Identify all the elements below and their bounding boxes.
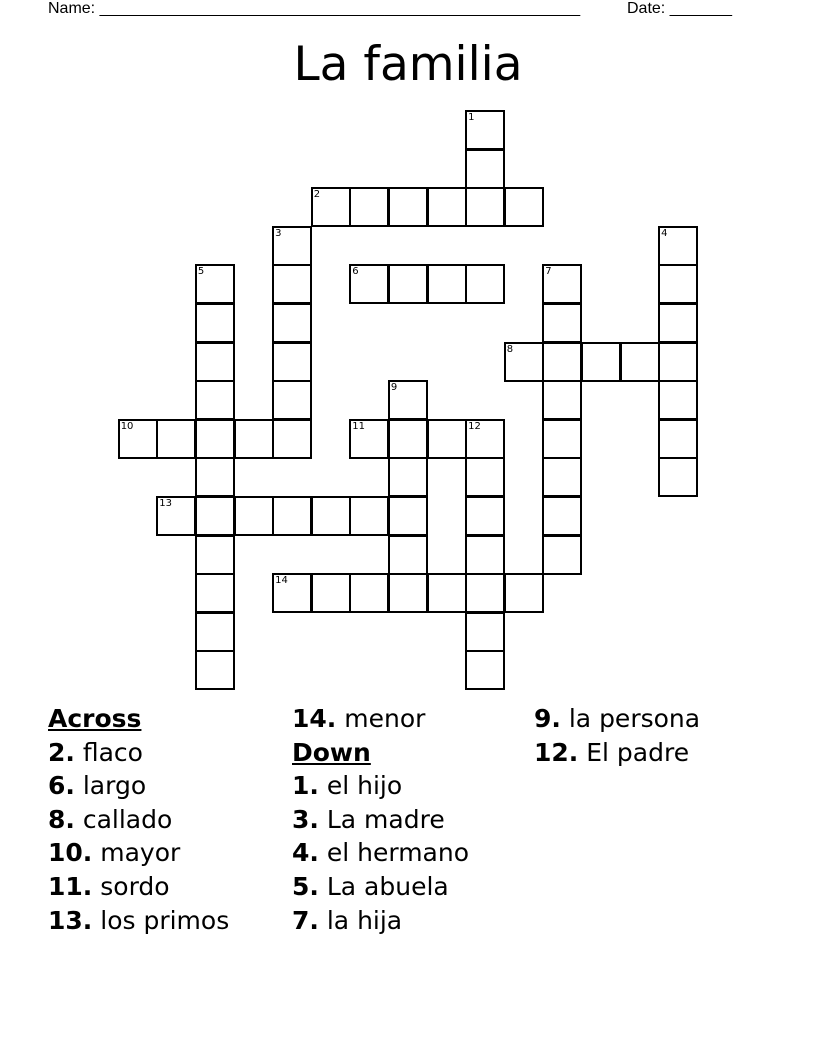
crossword-cell[interactable] <box>504 342 544 382</box>
clue-item-text: El padre <box>578 737 690 767</box>
crossword-cell[interactable] <box>388 496 428 536</box>
crossword-cell[interactable] <box>388 264 428 304</box>
crossword-cell[interactable] <box>156 496 196 536</box>
clue-item-number: 7. <box>292 905 319 935</box>
crossword-cell[interactable] <box>504 187 544 227</box>
clue-item-text: mayor <box>92 838 181 868</box>
crossword-cell[interactable] <box>542 457 582 497</box>
clue-item-text: el hijo <box>318 771 403 801</box>
crossword-cell[interactable] <box>349 496 389 536</box>
clue-item <box>48 736 229 770</box>
clue-item <box>48 769 229 803</box>
crossword-cell[interactable] <box>195 380 235 420</box>
clue-item-text: los primos <box>92 905 230 935</box>
crossword-cell[interactable] <box>581 342 621 382</box>
crossword-cell[interactable] <box>542 342 582 382</box>
crossword-cell[interactable] <box>658 457 698 497</box>
crossword-cell[interactable] <box>234 419 274 459</box>
clue-item-text: la hija <box>318 905 403 935</box>
crossword-cell[interactable] <box>195 342 235 382</box>
crossword-cell[interactable] <box>388 380 428 420</box>
clue-number: 5 <box>197 266 205 278</box>
clue-item-text: sordo <box>92 871 170 901</box>
clue-item <box>534 702 700 736</box>
clue-item-text: La abuela <box>318 871 449 901</box>
clue-item-text: la persona <box>560 704 701 733</box>
clue-number: 7 <box>545 266 552 278</box>
crossword-cell[interactable] <box>542 535 582 575</box>
clue-item-text: flaco <box>74 737 143 767</box>
clue-item-number: 14. <box>292 704 337 733</box>
crossword-cell[interactable] <box>272 264 312 304</box>
clue-item-text: largo <box>74 771 147 801</box>
clue-item-number: 5. <box>292 871 319 901</box>
down-heading: Down <box>292 737 371 767</box>
crossword-cell[interactable] <box>195 573 235 613</box>
clue-item <box>534 736 700 770</box>
clue-item-text: La madre <box>318 804 445 834</box>
clue-item-text: callado <box>74 804 173 834</box>
crossword-cell[interactable] <box>388 535 428 575</box>
clue-item-number: 9. <box>534 704 561 733</box>
clue-number: 12 <box>468 420 481 432</box>
clue-number: 11 <box>352 420 366 432</box>
crossword-cell[interactable] <box>349 419 389 459</box>
crossword-cell[interactable] <box>465 187 505 227</box>
name-field[interactable]: Name: ______________________________________________________ <box>48 0 581 17</box>
crossword-cell[interactable] <box>658 419 698 459</box>
crossword-cell[interactable] <box>658 342 698 382</box>
crossword-cell[interactable] <box>658 380 698 420</box>
page-title: La familia <box>293 37 523 92</box>
crossword-cell[interactable] <box>465 457 505 497</box>
clue-column-2 <box>292 702 469 937</box>
clue-item <box>48 904 229 938</box>
crossword-cell[interactable] <box>658 264 698 304</box>
crossword-cell[interactable] <box>195 457 235 497</box>
across-heading: Across <box>48 704 142 733</box>
crossword-cell[interactable] <box>427 573 467 613</box>
clue-number: 3 <box>275 227 282 239</box>
crossword-cell[interactable] <box>658 226 698 266</box>
crossword-cell[interactable] <box>311 573 351 613</box>
crossword-cell[interactable] <box>195 535 235 575</box>
crossword-cell[interactable] <box>465 496 505 536</box>
crossword-cell[interactable] <box>388 187 428 227</box>
crossword-cell[interactable] <box>542 303 582 343</box>
crossword-cell[interactable] <box>427 264 467 304</box>
clue-column-3 <box>534 702 700 769</box>
clue-item <box>292 904 469 938</box>
clue-item-number: 1. <box>292 771 319 801</box>
crossword-cell[interactable] <box>272 226 312 266</box>
clue-column-1 <box>48 702 229 937</box>
clue-item-number: 3. <box>292 804 319 834</box>
clue-item-number: 10. <box>48 838 93 868</box>
crossword-cell[interactable] <box>272 419 312 459</box>
crossword-cell[interactable] <box>658 303 698 343</box>
crossword-cell[interactable] <box>349 264 389 304</box>
crossword-cell[interactable] <box>118 419 158 459</box>
clue-item-number: 2. <box>48 737 75 767</box>
crossword-cell[interactable] <box>465 535 505 575</box>
clue-item <box>292 836 469 870</box>
crossword-cell[interactable] <box>465 264 505 304</box>
crossword-cell[interactable] <box>195 496 235 536</box>
clue-item <box>292 769 469 803</box>
clue-item <box>48 836 229 870</box>
crossword-cell[interactable] <box>620 342 660 382</box>
crossword-cell[interactable] <box>195 419 235 459</box>
clue-number: 14 <box>275 575 288 587</box>
crossword-cell[interactable] <box>388 419 428 459</box>
crossword-cell[interactable] <box>465 650 505 690</box>
crossword-cell[interactable] <box>542 380 582 420</box>
clue-number: 9 <box>390 382 398 394</box>
crossword-cell[interactable] <box>195 612 235 652</box>
clue-item-text: el hermano <box>318 838 470 868</box>
clue-item <box>292 803 469 837</box>
crossword-cell[interactable] <box>272 342 312 382</box>
crossword-cell[interactable] <box>349 187 389 227</box>
clue-number: 2 <box>313 189 321 201</box>
clue-item-number: 13. <box>48 905 93 935</box>
clue-number: 4 <box>661 227 668 239</box>
crossword-cell[interactable] <box>349 573 389 613</box>
clue-item-number: 8. <box>48 804 75 834</box>
crossword-cell[interactable] <box>311 496 351 536</box>
crossword-cell[interactable] <box>465 612 505 652</box>
clue-item <box>48 870 229 904</box>
date-field[interactable]: Date: _______ <box>627 0 732 17</box>
clue-item-number: 12. <box>534 737 579 767</box>
clue-item-number: 11. <box>48 871 93 901</box>
clue-item <box>292 870 469 904</box>
clue-number: 6 <box>352 266 359 278</box>
crossword-cell[interactable] <box>234 496 274 536</box>
crossword-cell[interactable] <box>195 650 235 690</box>
clue-number: 1 <box>468 112 475 123</box>
clue-item <box>292 702 469 736</box>
clue-number: 13 <box>159 498 173 509</box>
clue-number: 8 <box>506 343 514 355</box>
crossword-cell[interactable] <box>427 187 467 227</box>
crossword-cell[interactable] <box>465 419 505 459</box>
crossword-cell[interactable] <box>272 496 312 536</box>
crossword-cell[interactable] <box>388 573 428 613</box>
clue-item-number: 4. <box>292 838 319 868</box>
clue-item-text: menor <box>336 704 426 733</box>
crossword-cell[interactable] <box>195 264 235 304</box>
crossword-cell[interactable] <box>465 149 505 189</box>
crossword-cell[interactable] <box>156 419 196 459</box>
clue-item-number: 6. <box>48 771 75 801</box>
crossword-cell[interactable] <box>542 419 582 459</box>
crossword-cell[interactable] <box>504 573 544 613</box>
crossword-cell[interactable] <box>311 187 351 227</box>
crossword-cell[interactable] <box>465 573 505 613</box>
crossword-cell[interactable] <box>542 496 582 536</box>
clue-item <box>48 803 229 837</box>
crossword-cell[interactable] <box>542 264 582 304</box>
crossword-cell[interactable] <box>465 110 505 150</box>
crossword-cell[interactable] <box>272 303 312 343</box>
crossword-cell[interactable] <box>195 303 235 343</box>
clue-number: 10 <box>120 420 134 432</box>
crossword-cell[interactable] <box>427 419 467 459</box>
crossword-cell[interactable] <box>272 573 312 613</box>
crossword-cell[interactable] <box>388 457 428 497</box>
crossword-cell[interactable] <box>272 380 312 420</box>
